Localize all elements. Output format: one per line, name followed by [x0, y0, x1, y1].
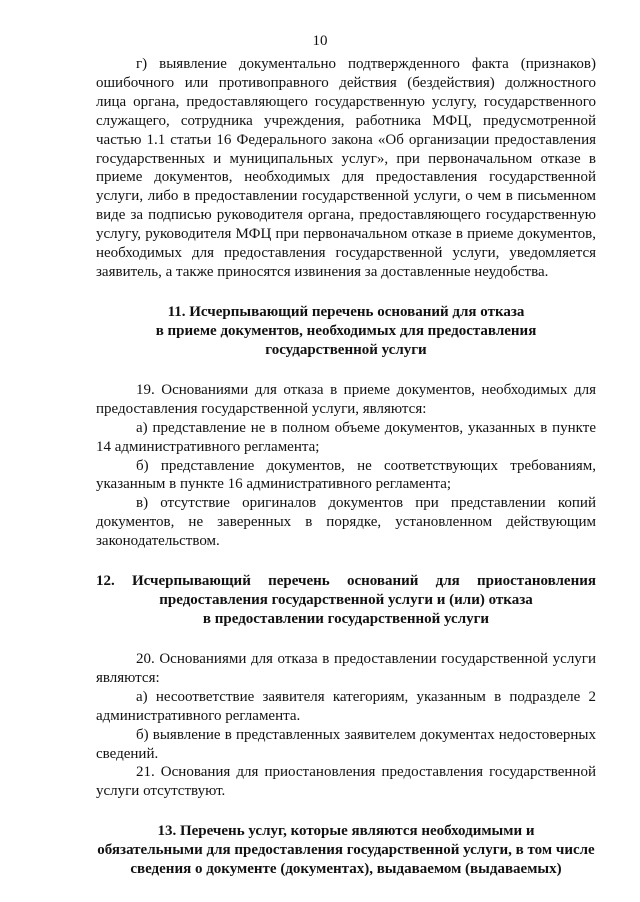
- section-11-heading-line-2: в приеме документов, необходимых для предоставления: [155, 322, 537, 339]
- section-13-heading-line-1: 13. Перечень услуг, которые являются необходимыми и: [157, 823, 535, 840]
- paragraph-20-a: а) несоответствие заявителя категориям, указанным в подразделе 2 административного регламента.: [96, 688, 596, 724]
- paragraph-19-b: б) представление документов, не соответствующих требованиям, указанным в пункте 16 административного регламента;: [96, 457, 596, 493]
- paragraph-21: 21. Основания для приостановления предоставления государственной услуги отсутствуют.: [96, 764, 596, 800]
- section-13-heading-line-3: сведения о документе (документах), выдаваемом (выдаваемых): [130, 861, 562, 878]
- section-11-heading-line-1: 11. Исчерпывающий перечень оснований для отказа: [167, 303, 525, 320]
- section-12-heading-line-2: в предоставлении государственной услуги: [202, 611, 490, 628]
- paragraph-20-b: б) выявление в представленных заявителем документах недостоверных сведений.: [96, 726, 596, 762]
- section-13-heading: [96, 822, 596, 879]
- paragraph-g: г) выявление документально подтвержденного факта (признаков) ошибочного или противоправного действия (бездействия) должностного лица органа, предоставляющего государственную услугу, государственного служащего, сотрудника учреждения, работника МФЦ, предусмотренной частью 1.1 статьи 16 Федерального закона «Об организации предоставления государственных и муниципальных услуг», при первоначальном отказе в приеме документов, необходимых для предоставления государственной услуги, либо в предоставлении государственной услуги, о чем в письменном виде за подписью руководителя органа, предоставляющего государственную услугу, руководителя МФЦ при первоначальном отказе в приеме документов, необходимых для предоставления государственной услуги, уведомляется заявитель, а также приносятся извинения за доставленные неудобства.: [96, 56, 596, 280]
- section-12-heading: [96, 572, 596, 629]
- section-13-heading-line-2: обязательными для предоставления государственной услуги, в том числе: [97, 842, 595, 859]
- page-number: 10: [312, 33, 328, 49]
- paragraph-19: 19. Основаниями для отказа в приеме документов, необходимых для предоставления государственной услуги, являются:: [96, 381, 596, 417]
- paragraph-19-a: а) представление не в полном объеме документов, указанных в пункте 14 административного регламента;: [96, 419, 596, 455]
- section-12-heading-line-1: 12. Исчерпывающий перечень оснований для приостановления предоставления государственной услуги и (или) отказа: [96, 573, 596, 609]
- paragraph-20: 20. Основаниями для отказа в предоставлении государственной услуги являются:: [96, 651, 596, 686]
- section-11-heading: [96, 303, 596, 360]
- document-body: [96, 55, 596, 879]
- paragraph-19-v: в) отсутствие оригиналов документов при представлении копий документов, не заверенных в порядке, установленном действующим законодательством.: [96, 495, 596, 550]
- section-11-heading-line-3: государственной услуги: [265, 341, 427, 358]
